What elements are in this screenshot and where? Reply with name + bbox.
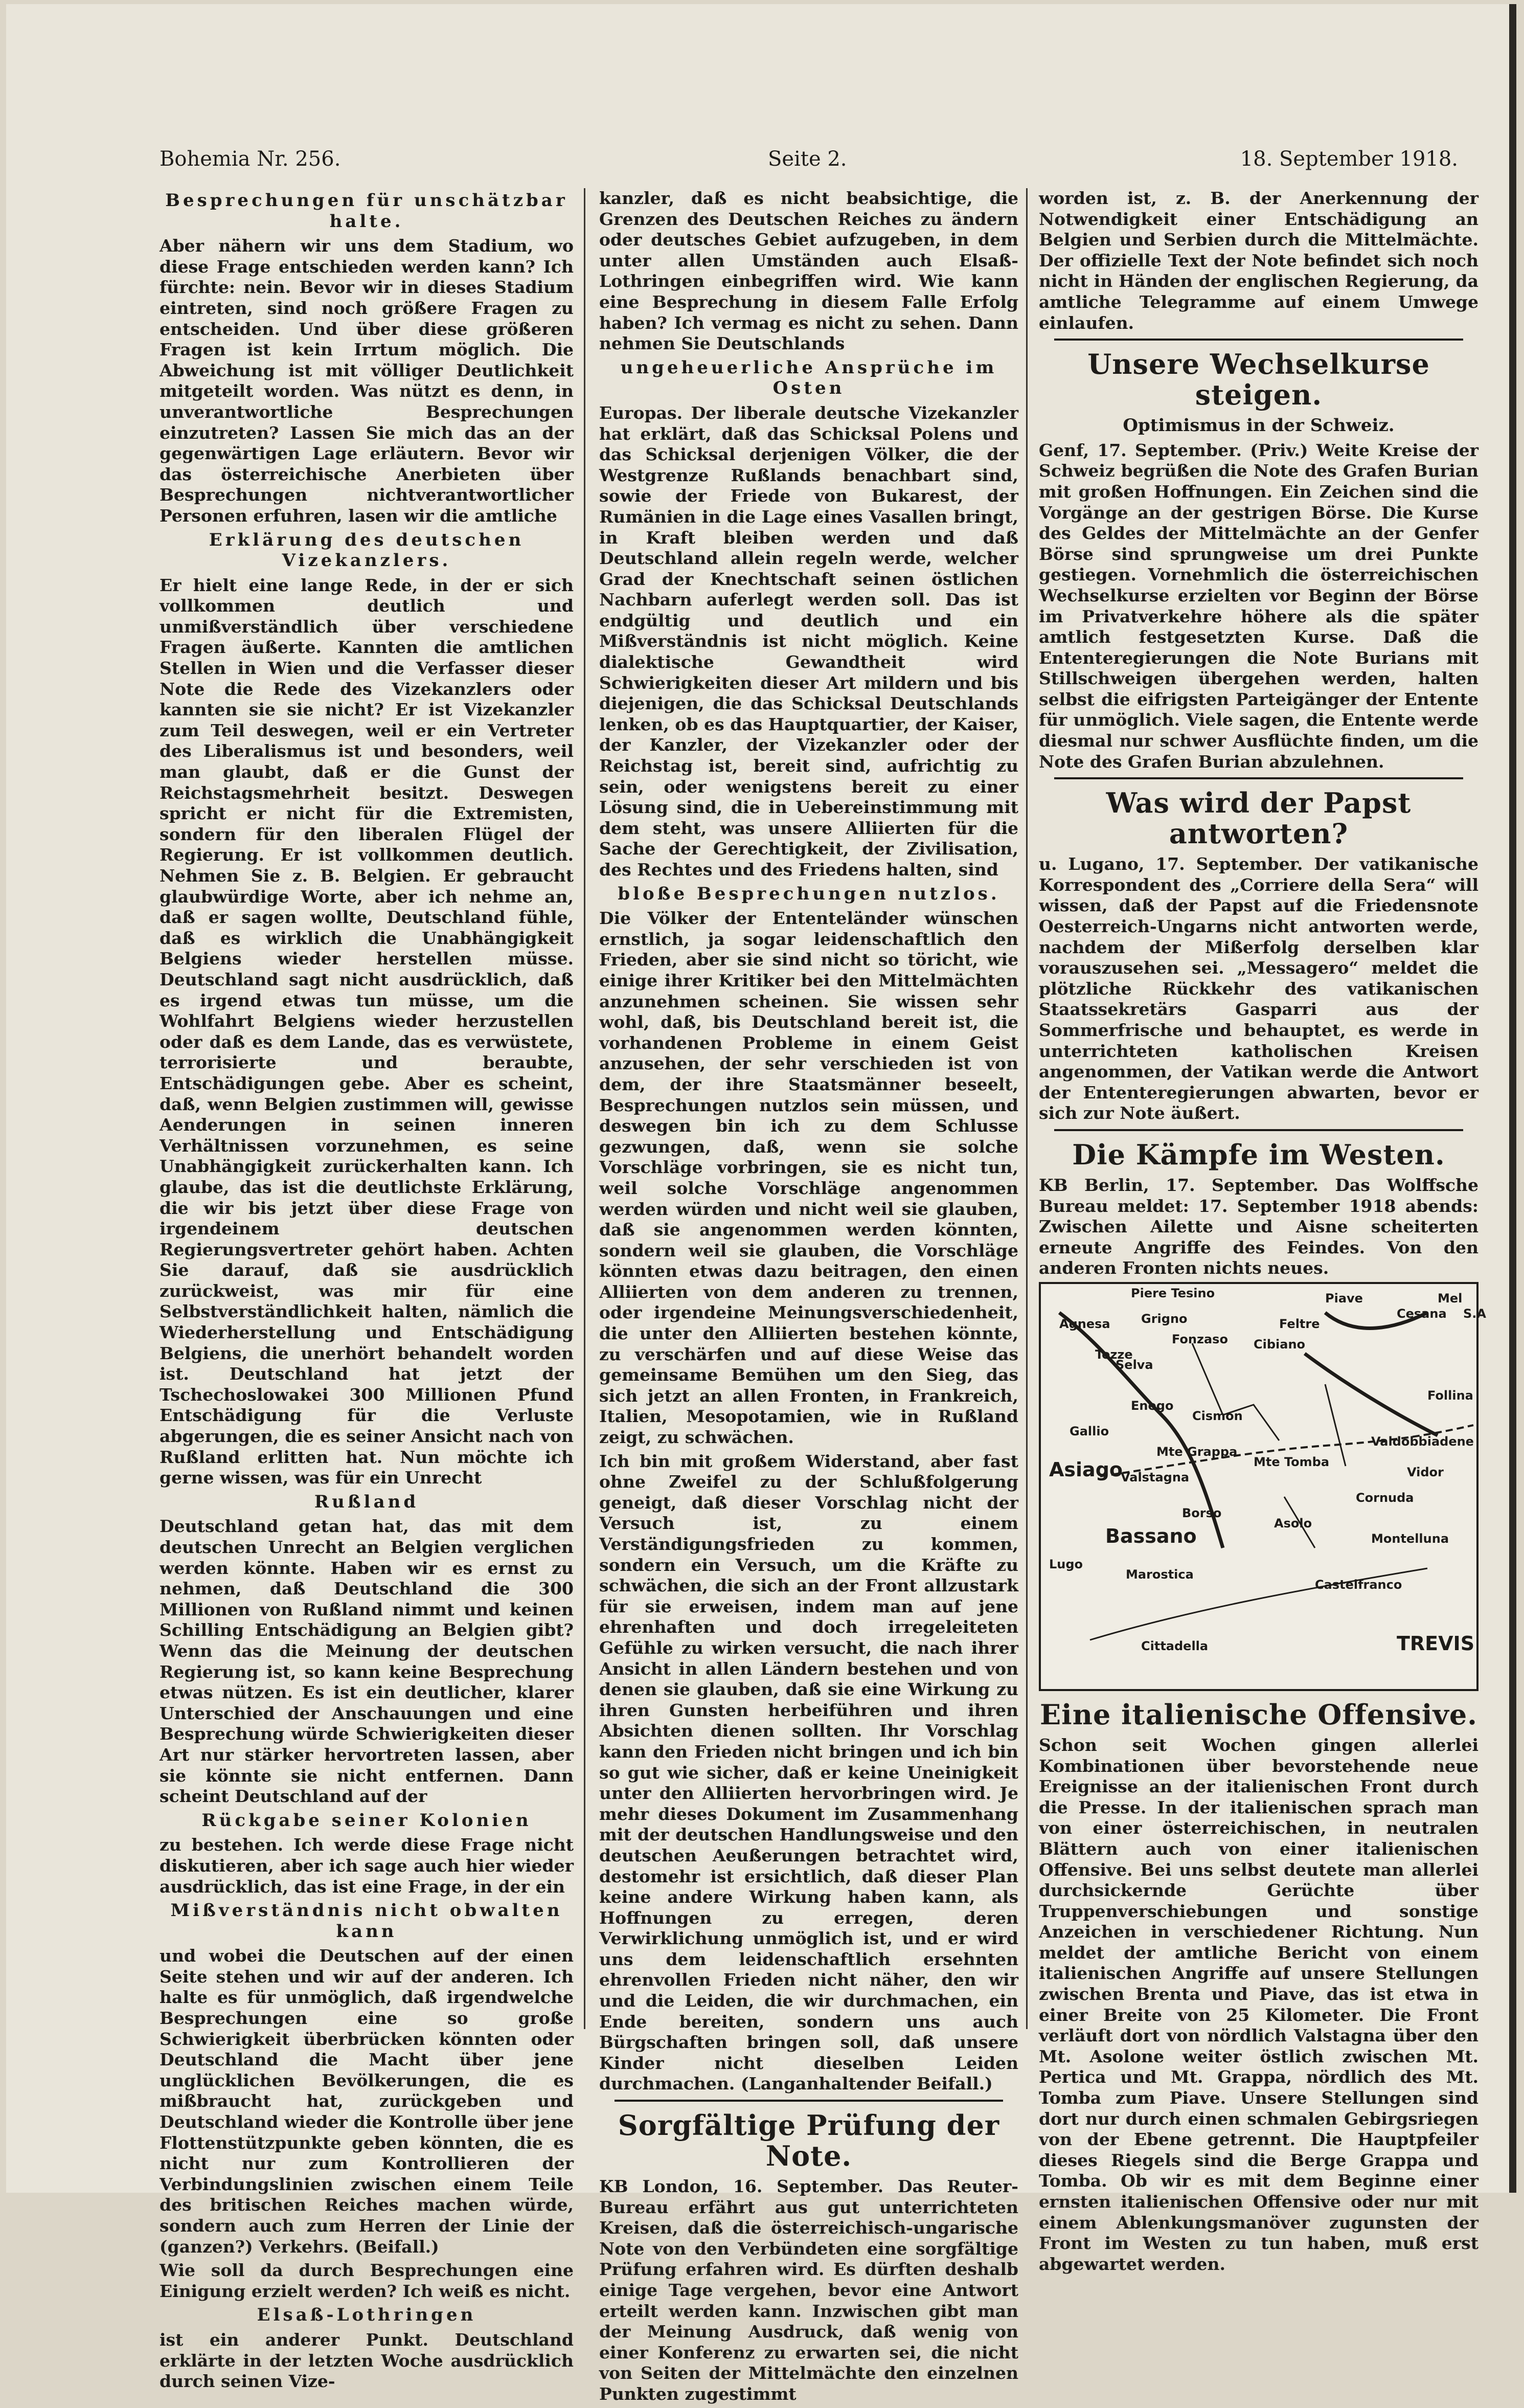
front-map [1039, 1282, 1486, 1691]
column-2 [599, 188, 1018, 2408]
paragraph: Er hielt eine lange Rede, in der er sich vollkommen deutlich und unmißverständlich über verschiedene Fragen äußerte. Kannten die amtlichen Stellen in Wien und die Verfasser dieser Note die Rede des Vizekanzlers oder kannten sie sie nicht? Er ist Vizekanzler zum Teil deswegen, weil er ein Vertreter des Liberalismus ist und besonders, weil man glaubt, daß er die Gunst der Reichstagsmehrheit besitzt. Deswegen spricht er nicht für die Extremisten, sondern für den liberalen Flügel der Regierung. Er ist vollkommen deutlich. Nehmen Sie z. B. Belgien. Er gebraucht glaubwürdige Worte, aber ich nehme an, daß er sagen wollte, Deutschland fühle, daß es wirklich die Unabhängigkeit Belgiens wieder herstellen müsse. Deutschland sagt nicht ausdrücklich, daß es irgend etwas tun müsse, um die Wohlfahrt Belgiens wieder herzustellen oder daß es dem Lande, das es verwüstete, terrorisierte und beraubte, Entschädigungen gebe. Aber es scheint, daß, wenn Belgien zustimmen will, gewisse Aenderungen in seinen inneren Verhältnissen vorzunehmen, es seine Unabhängigkeit zurückerhalten kann. Ich glaube, das ist die deutlichste Erklärung, die wir bis jetzt über diese Frage von irgendeinem deutschen Regierungsvertreter gehört haben. Achten Sie darauf, daß sie ausdrücklich zurückweist, was mir für eine Selbstverständlichkeit halten, nämlich die Wiederherstellung und Entschädigung Belgiens, die unerhört behandelt worden ist. Deutschland hat jetzt der Tschechoslowakei 300 Millionen Pfund Entschädigung für die Verluste abgerungen, die es seiner Ansicht nach von Rußland erlitten hat. Nun möchte ich gerne wissen, was für ein Unrecht [160, 575, 574, 1488]
divider [1054, 1129, 1463, 1131]
map-label: Asiago [1049, 1458, 1123, 1481]
divider [615, 2100, 1003, 2102]
map-label: Borso [1182, 1505, 1222, 1520]
map-label: Cismon [1192, 1408, 1243, 1423]
map-label: Piere Tesino [1131, 1286, 1215, 1300]
map-label: Bassano [1105, 1524, 1197, 1547]
paragraph: KB Berlin, 17. September. Das Wolffsche Bureau meldet: 17. September 1918 abends: Zwischen Ailette und Aisne scheiterten erneute Angriffe des Feindes. Von den anderen Fronten nichts neues. [1039, 1175, 1478, 1278]
map-label: Cittadella [1141, 1638, 1209, 1653]
map-label: TREVIS [1397, 1632, 1475, 1655]
map-label: Cornuda [1356, 1490, 1414, 1505]
column-3 [1039, 188, 1486, 2278]
map-label: Grigno [1141, 1311, 1188, 1326]
subheading: Rußland [314, 1491, 419, 1512]
map-label: Cesana [1397, 1306, 1447, 1321]
paragraph: Schon seit Wochen gingen allerlei Kombinationen über bevorstehende neue Ereignisse an der italienischen Front durch die Presse. In der italienischen sprach man von einer österreichischen, in neutralen Blättern auch von einer italienischen Offensive. Bei uns selbst deutete man allerlei durchsickernde Gerüchte über Truppenverschiebungen und sonstige Anzeichen in verschiedener Richtung. Nun meldet der amtliche Bericht von einem italienischen Angriffe auf unsere Stellungen zwischen Brenta und Piave, das ist etwa in einer Breite von 25 Kilometer. Die Front verläuft dort von nördlich Valstagna über den Mt. Asolone weiter östlich zwischen Mt. Pertica und Mt. Grappa, nördlich des Mt. Tomba zum Piave. Unsere Stellungen sind dort nur durch einen schmalen Gebirgsriegen von der Ebene getrennt. Die Hauptpfeiler dieses Riegels sind die Berge Grappa und Tomba. Ob wir es mit dem Beginne einer ernsten italienischen Offensive oder nur mit einem Ablenkungsmanöver zugunsten der Front im Westen zu tun haben, muß erst abgewartet werden. [1039, 1735, 1478, 2274]
map-label: S.A [1463, 1306, 1486, 1321]
paragraph: u. Lugano, 17. September. Der vatikanische Korrespondent des „Corriere della Sera“ will wissen, daß der Papst auf die Friedensnote Oesterreich-Ungarns nicht antworten werde, nachdem der Mißerfolg derselben klar vorauszusehen sei. „Messagero“ meldet die plötzliche Rückkehr des vatikanischen Staatssekretärs Gasparri aus der Sommerfrische und behauptet, es werde in unterrichteten katholischen Kreisen angenommen, der Vatikan werde die Antwort der Ententeregierungen abwarten, bevor er sich zur Note äußert. [1039, 854, 1478, 1123]
paragraph: Ich bin mit großem Widerstand, aber fast ohne Zweifel zu der Schlußfolgerung geneigt, daß dieser Vorschlag nicht der Versuch ist, zu einem Verständigungsfrieden zu kommen, sondern ein Versuch, um die Kräfte zu schwächen, die sich an der Front allzustark für sie erweisen, indem man auf jene ehrenhaften und doch irregeleiteten Gefühle zu wirken versucht, die nach ihrer Ansicht in allen Ländern bestehen und von denen sie glauben, daß sie eine Wirkung zu ihren Gunsten herbeiführen und ihren Absichten dienen sollten. Ihr Vorschlag kann den Frieden nicht bringen und ich bin so gut wie sicher, daß er keine Uneinigkeit unter den Alliierten hervorbringen wird. Je mehr dieses Dokument im Zusammenhang mit der deutschen Handlungsweise und den deutschen Aeußerungen betrachtet wird, destomehr ist ersichtlich, daß dieser Plan keine andere Wirkung haben kann, als Hoffnungen zu erregen, deren Verwirklichung unmöglich ist, und er wird uns dem leidenschaftlich ersehnten ehrenvollen Frieden nicht näher, den wir und die Leiden, die wir durchmachen, ein Ende bereiten, sondern uns auch Bürgschaften bringen soll, daß unsere Kinder nicht dieselben Leiden durchmachen. (Langanhaltender Beifall.) [599, 1451, 1018, 2094]
map-label: Mte Grappa [1156, 1444, 1238, 1459]
map-label: Valstagna [1121, 1470, 1190, 1484]
issue-number: Bohemia Nr. 256. [160, 147, 341, 171]
map-label: Fonzaso [1172, 1332, 1228, 1346]
subheading: Erklärung des deutschen Vizekanzlers. [209, 529, 525, 571]
paragraph: KB London, 16. September. Das Reuter-Bureau erfährt aus gut unterrichteten Kreisen, daß die österreichisch-ungarische Note von den Verbündeten eine sorgfältige Prüfung erfahren wird. Es dürften deshalb einige Tage vergehen, bevor eine Antwort erteilt werden kann. Inzwischen gibt man der Meinung Ausdruck, daß wenig von einer Konferenz zu erwarten sei, die nicht von Seiten der Mittelmächte den einzelnen Punkten zugestimmt [599, 2176, 1018, 2404]
map-label: Mel [1438, 1291, 1463, 1306]
column-divider [1026, 188, 1028, 2029]
article-headline: Unsere Wechselkurse steigen. [1087, 348, 1430, 412]
divider [1054, 339, 1463, 341]
paragraph: Die Völker der Ententeländer wünschen ernstlich, ja sogar leidenschaftlich den Frieden, aber sie sind nicht so töricht, wie einige ihrer Kritiker bei den Mittelmächten anzunehmen scheinen. Sie wissen sehr wohl, daß, bis Deutschland bereit ist, die vorhandenen Probleme in einem Geist anzusehen, der sehr verschieden ist von dem, der ihre Staatsmänner beseelt, Besprechungen nutzlos sein müssen, und deswegen bin ich zu dem Schlusse gezwungen, daß, wenn sie solche Vorschläge vorbringen, sie es nicht tun, weil solche Vorschläge angenommen werden würden und nicht weil sie glauben, daß sie angenommen werden könnten, sondern weil sie glauben, die Vorschläge könnten etwas dazu beitragen, den einen Alliierten von dem anderen zu trennen, oder irgendeine Meinungsverschiedenheit, die unter den Alliierten bestehen könnte, zu verschärfen und auf diese Weise das gemeinsame Bemühen um den Sieg, das sich jetzt an allen Fronten, in Frankreich, Italien, Mesopotamien, wie in Rußland zeigt, zu schwächen. [599, 908, 1018, 1448]
map-label: Tezze [1095, 1347, 1133, 1362]
page-header [160, 147, 1458, 178]
subheading: Rückgabe seiner Kolonien [201, 1810, 532, 1831]
paragraph: worden ist, z. B. der Anerkennung der Notwendigkeit einer Entschädigung an Belgien und Serbien durch die Mittelmächte. Der offizielle Text der Note befindet sich noch nicht in Händen der englischen Regierung, da amtliche Telegramme auf einem Umwege einlaufen. [1039, 188, 1478, 333]
map-drawing [1039, 1282, 1486, 1691]
map-label: Piave [1325, 1291, 1363, 1306]
map-label: Cibiano [1254, 1337, 1306, 1352]
river-piave [1305, 1313, 1438, 1435]
map-label: Feltre [1279, 1316, 1320, 1331]
map-label: Marostica [1126, 1567, 1194, 1582]
map-label: Montelluna [1371, 1531, 1449, 1546]
subheading: Mißverständnis nicht obwalten kann [170, 1900, 563, 1942]
subheading: ungeheuerliche Ansprüche im Osten [620, 357, 997, 399]
issue-date: 18. September 1918. [1240, 147, 1458, 171]
paragraph: Genf, 17. September. (Priv.) Weite Kreise der Schweiz begrüßen die Note des Grafen Burian mit großen Hoffnungen. Ein Zeichen sind die Vorgänge an der gestrigen Börse. Die Kurse des Geldes der Mittelmächte an der Genfer Börse sind sprungweise um drei Punkte gestiegen. Vornehmlich die österreichischen Wechselkurse erzielten vor Beginn der Börse im Privatverkehre höhere als die später amtlich festgesetzten Kurse. Daß die Ententeregierungen die Note Burians mit Stillschweigen übergehen werden, halten selbst die eifrigsten Parteigänger der Entente für unmöglich. Viele sagen, die Entente werde diesmal nur schwer Ausflüchte finden, um die Note des Grafen Burian abzulehnen. [1039, 440, 1478, 772]
paragraph: und wobei die Deutschen auf der einen Seite stehen und wir auf der anderen. Ich halte es für unmöglich, daß irgendwelche Besprechungen eine so große Schwierigkeit überbrücken könnten oder Deutschland die Macht über jene unglücklichen Bevölkerungen, die es mißbraucht hat, zurückgeben und Deutschland wieder die Kontrolle über jene Flottenstützpunkte geben könnten, die es nicht nur zum Kontrollieren der Verbindungslinien zwischen einem Teile des britischen Reiches machen würde, sondern auch zum Herren der Linie der (ganzen?) Verkehrs. (Beifall.) [160, 1946, 574, 2257]
map-label: Mte Tomba [1254, 1454, 1330, 1469]
map-label: Selva [1116, 1357, 1153, 1372]
paragraph: Deutschland getan hat, das mit dem deutschen Unrecht an Belgien verglichen werden könnte. Haben wir es ernst zu nehmen, daß Deutschland die 300 Millionen von Rußland nimmt und keinen Schilling Entschädigung an Belgien gibt? Wenn das die Meinung der deutschen Regierung ist, so kann keine Besprechung etwas nützen. Es ist ein deutlicher, klarer Unterschied der Anschauungen und eine Besprechung würde Schwierigkeiten dieser Art nur stärker hervortreten lassen, aber sie könnte sie nicht entfernen. Dann scheint Deutschland auf der [160, 1516, 574, 1807]
paragraph: Wie soll da durch Besprechungen eine Einigung erzielt werden? Ich weiß es nicht. [160, 2260, 574, 2301]
paragraph: ist ein anderer Punkt. Deutschland erklärte in der letzten Woche ausdrücklich durch seinen Vize- [160, 2329, 574, 2392]
map-label: Follina [1427, 1388, 1473, 1403]
newspaper-page [6, 4, 1516, 2404]
map-label: Lugo [1049, 1557, 1083, 1571]
subheading: bloße Besprechungen nutzlos. [618, 883, 1000, 904]
subheading: Elsaß-Lothringen [257, 2305, 476, 2326]
map-label: Asolo [1274, 1516, 1312, 1531]
page-number: Seite 2. [768, 147, 847, 171]
article-headline: Sorgfältige Prüfung der Note. [618, 2109, 1000, 2173]
paragraph: Europas. Der liberale deutsche Vizekanzler hat erklärt, daß das Schicksal Polens und das Schicksal derjenigen Völker, die der Westgrenze Rußlands benachbart sind, sowie der Friede von Bukarest, der Rumänien in die Lage eines Vasallen bringt, in Kraft bleiben werden und daß Deutschland allein regeln werde, welcher Grad der Knechtschaft seinen östlichen Nachbarn auferlegt werden soll. Das ist endgültig und deutlich und ein Mißverständnis ist nicht möglich. Keine dialektische Gewandtheit wird Schwierigkeiten dieser Art mildern und bis diejenigen, die das Schicksal Deutschlands lenken, ob es das Hauptquartier, der Kaiser, der Kanzler, der Vizekanzler oder der Reichstag ist, bereit sind, aufrichtig zu sein, oder wenigstens bereit zu einer Lösung sind, die in Uebereinstimmung mit dem steht, was unsere Alliierten für die Sache der Gerechtigkeit, der Zivilisation, des Rechtes und des Friedens halten, sind [599, 402, 1018, 880]
column-divider [584, 188, 585, 2029]
map-label: Enego [1131, 1398, 1174, 1413]
paragraph: zu bestehen. Ich werde diese Frage nicht diskutieren, aber ich sage auch hier wieder ausdrücklich, das ist eine Frage, in der ein [160, 1835, 574, 1897]
article-subheadline: Optimismus in der Schweiz. [1123, 415, 1395, 436]
map-label: Castelfranco [1315, 1577, 1402, 1592]
article-headline: Die Kämpfe im Westen. [1072, 1138, 1445, 1171]
map-label: Agnesa [1059, 1316, 1110, 1331]
column-1 [160, 188, 574, 2395]
map-label: Valdobbiadene [1371, 1434, 1474, 1449]
map-label: Gallio [1070, 1424, 1109, 1438]
subheading: Besprechungen für unschätzbar halte. [165, 190, 568, 232]
paragraph: kanzler, daß es nicht beabsichtige, die Grenzen des Deutschen Reiches zu ändern oder deutsches Gebiet aufzugeben, in dem unter allen Umständen auch Elsaß-Lothringen einbegriffen wird. Wie kann eine Besprechung in diesem Falle Erfolg haben? Ich vermag es nicht zu sehen. Dann nehmen Sie Deutschlands [599, 188, 1018, 354]
divider [1054, 777, 1463, 779]
paragraph: Aber nähern wir uns dem Stadium, wo diese Frage entschieden werden kann? Ich fürchte: nein. Bevor wir in dieses Stadium eintreten, sind noch größere Fragen zu entscheiden. Und über diese größeren Fragen ist kein Irrtum möglich. Die Abweichung ist mit völliger Deutlichkeit mitgeteilt worden. Was nützt es denn, in unverantwortliche Besprechungen einzutreten? Lassen Sie mich das an der gegenwärtigen Lage erläutern. Bevor wir das österreichische Anerbieten über Besprechungen nichtverantwortlicher Personen erfuhren, lasen wir die amtliche [160, 236, 574, 526]
article-headline: Eine italienische Offensive. [1040, 1698, 1477, 1731]
article-headline: Was wird der Papst antworten? [1106, 786, 1412, 850]
map-label: Vidor [1407, 1465, 1444, 1479]
